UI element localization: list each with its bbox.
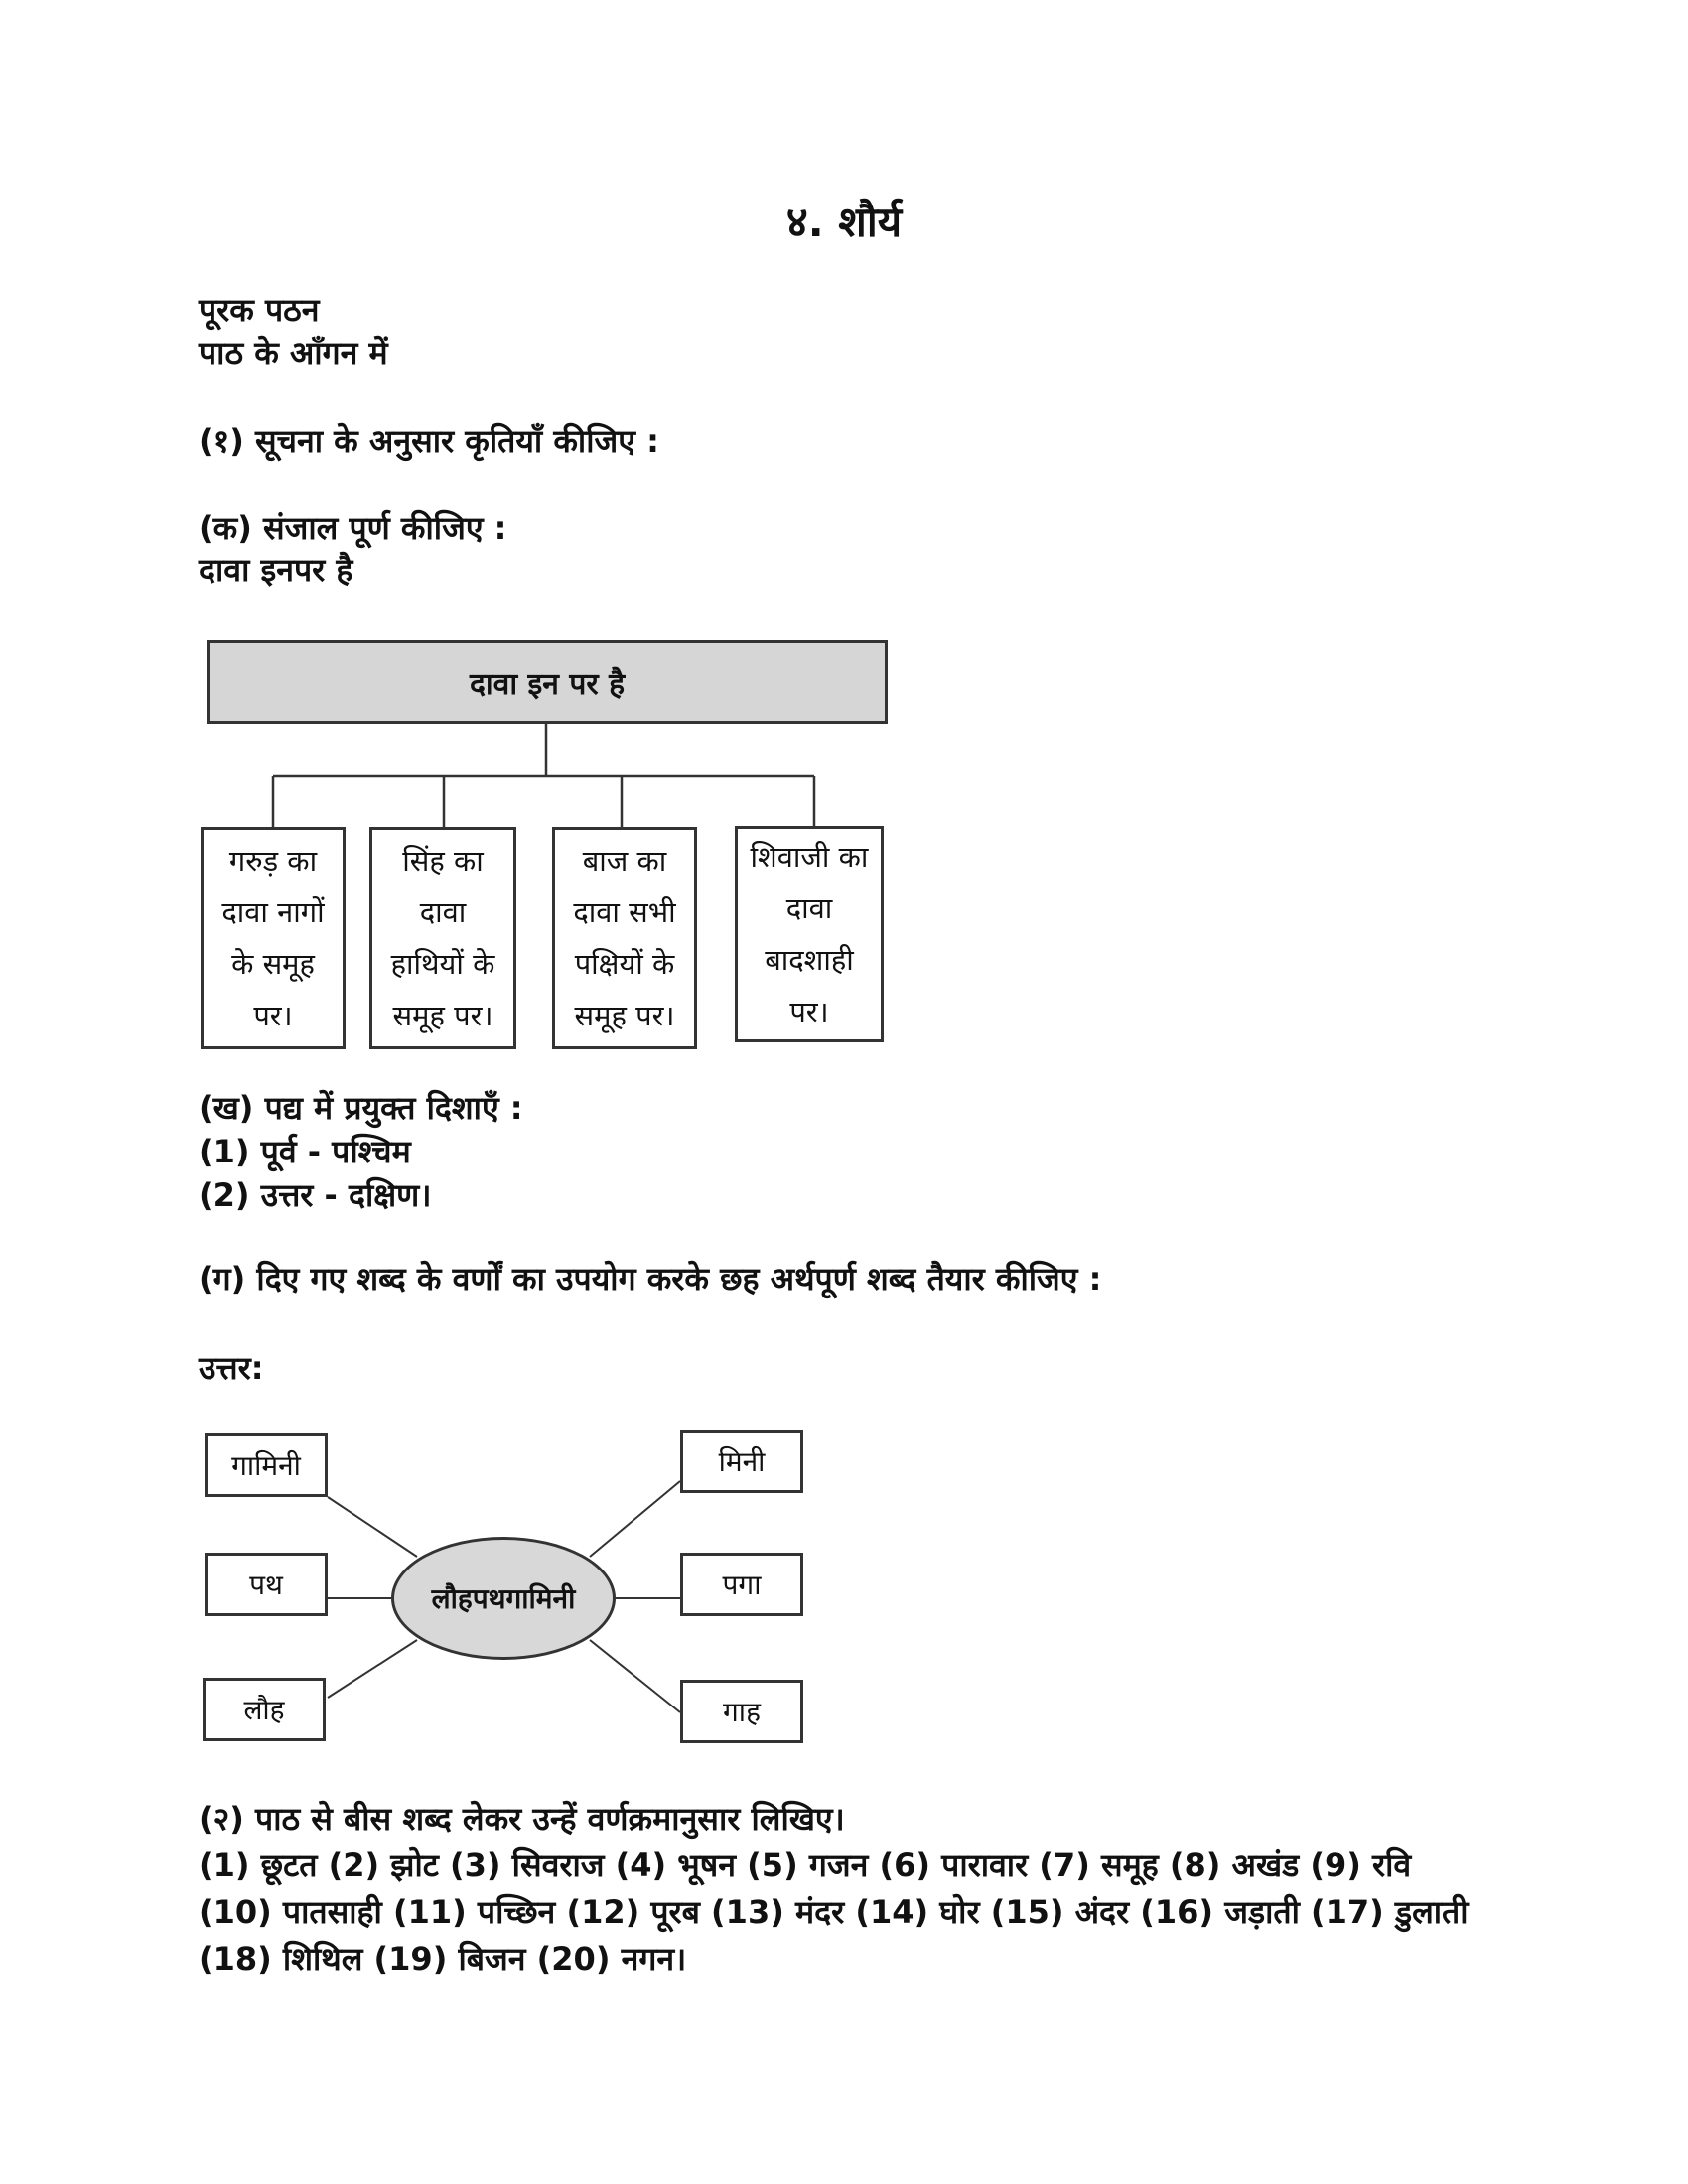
section-sublabel: पाठ के आँगन में	[199, 335, 388, 372]
diagram2-box-lauh: लौह	[203, 1678, 326, 1741]
diagram2-box-paga: पगा	[680, 1553, 803, 1616]
q2-heading: (२) पाठ से बीस शब्द लेकर उन्हें वर्णक्रमानुसार लिखिए।	[199, 1800, 845, 1838]
diagram2-center: लौहपथगामिनी	[391, 1537, 616, 1660]
q1-kha-item-1: (1) पूर्व - पश्चिम	[199, 1133, 411, 1170]
diagram2-box-path: पथ	[205, 1553, 328, 1616]
diagram1-box-baaj: बाज का दावा सभी पक्षियों के समूह पर।	[552, 827, 697, 1049]
q2-word-list	[199, 1843, 1519, 1982]
q2-line-2: (10) पातसाही (11) पच्छिन (12) पूरब (13) मंदर (14) घोर (15) अंदर (16) जड़ाती (17) डुलाती	[199, 1893, 1469, 1931]
diagram2-box-gaah: गाह	[680, 1680, 803, 1743]
section-label: पूरक पठन	[199, 291, 320, 329]
q2-line-1: (1) छूटत (2) झोट (3) सिवराज (4) भूषन (5) गजन (6) पारावार (7) समूह (8) अखंड (9) रवि	[199, 1846, 1412, 1884]
q2-line-3: (18) शिथिल (19) बिजन (20) नगन।	[199, 1940, 687, 1978]
q1-kha-heading: (ख) पद्य में प्रयुक्त दिशाएँ :	[199, 1089, 523, 1127]
diagram1-header: दावा इन पर है	[207, 640, 888, 724]
q1-ka-heading: (क) संजाल पूर्ण कीजिए :	[199, 509, 507, 547]
q1-ga-heading: (ग) दिए गए शब्द के वर्णों का उपयोग करके छह अर्थपूर्ण शब्द तैयार कीजिए :	[199, 1260, 1102, 1297]
diagram1-box-shivaji: शिवाजी का दावा बादशाही पर।	[735, 826, 884, 1042]
diagram2-box-mini: मिनी	[680, 1430, 803, 1493]
diagram1-box-garud: गरुड़ का दावा नागों के समूह पर।	[201, 827, 346, 1049]
q1-kha-item-2: (2) उत्तर - दक्षिण।	[199, 1176, 432, 1214]
diagram1-box-singh: सिंह का दावा हाथियों के समूह पर।	[369, 827, 516, 1049]
q1-heading: (१) सूचना के अनुसार कृतियाँ कीजिए :	[199, 422, 659, 460]
answer-label: उत्तर:	[199, 1349, 264, 1387]
q1-ka-sub: दावा इनपर है	[199, 551, 353, 589]
page-title: ४. शौर्य	[785, 198, 903, 246]
diagram2-box-gamini: गामिनी	[205, 1433, 328, 1497]
